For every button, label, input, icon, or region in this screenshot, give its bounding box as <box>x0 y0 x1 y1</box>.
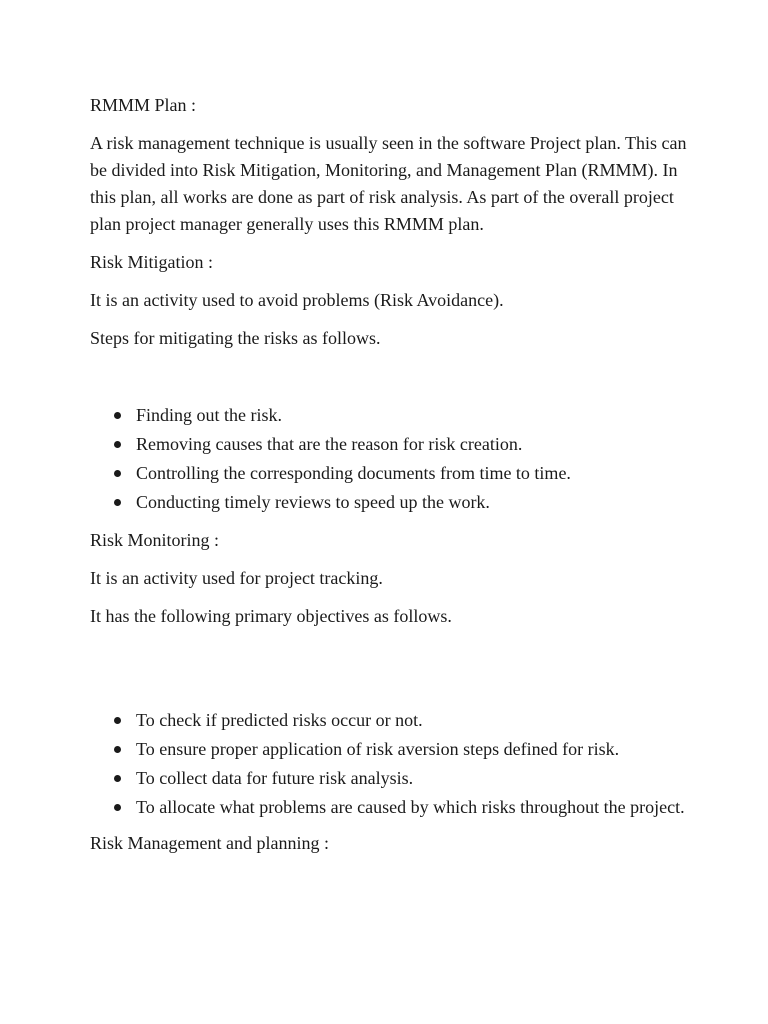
list-item-text: Removing causes that are the reason for risk creation. <box>136 434 523 454</box>
list-item-text: To collect data for future risk analysis. <box>136 768 414 788</box>
risk-monitoring-objectives-intro: It has the following primary objectives as follows. <box>90 606 452 626</box>
risk-monitoring-heading: Risk Monitoring : <box>90 530 220 550</box>
risk-monitoring-definition: It is an activity used for project tracking. <box>90 568 383 588</box>
bullet-icon <box>114 746 121 753</box>
rmmm-plan-heading: RMMM Plan : <box>90 95 197 115</box>
rmmm-intro-paragraph: A risk management technique is usually seen in the software Project plan. This can be divided into Risk Mitigation, Monitoring, and Management Plan (RMMM). In this plan, all works are done as part of risk analysis. As part of the overall project plan project manager generally uses this RMMM plan. <box>90 133 687 234</box>
bullet-icon <box>114 441 121 448</box>
list-item <box>90 430 690 459</box>
bullet-icon <box>114 412 121 419</box>
list-item-text: Controlling the corresponding documents from time to time. <box>136 463 571 483</box>
risk-mitigation-definition: It is an activity used to avoid problems (Risk Avoidance). <box>90 290 504 310</box>
bullet-icon <box>114 775 121 782</box>
bullet-icon <box>114 499 121 506</box>
risk-mitigation-steps-intro: Steps for mitigating the risks as follows. <box>90 328 381 348</box>
bullet-icon <box>114 470 121 477</box>
list-item <box>90 764 690 793</box>
monitoring-objectives-list <box>90 706 690 821</box>
list-item <box>90 488 690 517</box>
document-page <box>90 92 690 857</box>
risk-management-planning-heading: Risk Management and planning : <box>90 833 329 853</box>
risk-mitigation-heading: Risk Mitigation : <box>90 252 214 272</box>
list-item-text: To allocate what problems are caused by which risks throughout the project. <box>136 797 685 817</box>
bullet-icon <box>114 804 121 811</box>
list-item <box>90 401 690 430</box>
list-item-text: To check if predicted risks occur or not. <box>136 710 423 730</box>
list-item <box>90 793 690 821</box>
list-item <box>90 735 690 764</box>
list-item-text: Conducting timely reviews to speed up the work. <box>136 492 490 512</box>
list-item-text: Finding out the risk. <box>136 405 283 425</box>
list-item <box>90 706 690 735</box>
mitigation-steps-list <box>90 401 690 517</box>
bullet-icon <box>114 717 121 724</box>
list-item-text: To ensure proper application of risk aversion steps defined for risk. <box>136 739 620 759</box>
list-item <box>90 459 690 488</box>
